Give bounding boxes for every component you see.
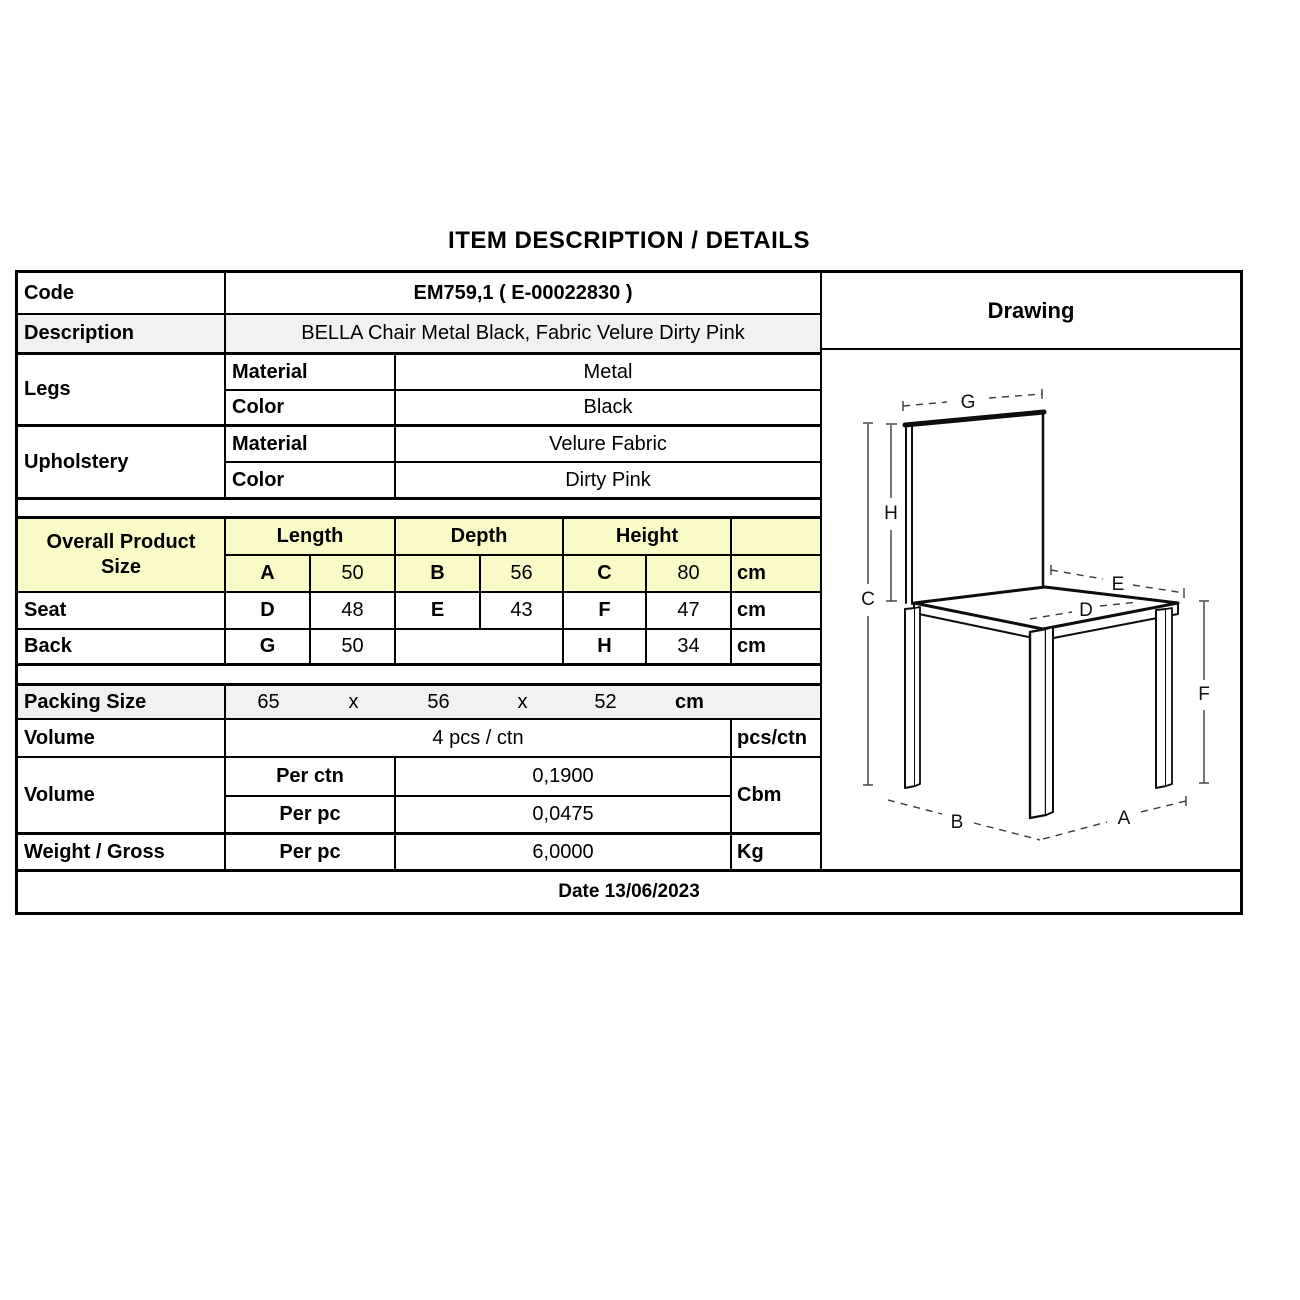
dim-d-value: 48 — [311, 593, 396, 630]
volume-cbm-unit: Cbm — [732, 758, 820, 835]
packing-unit: cm — [675, 690, 704, 713]
dim-a-value: 50 — [311, 556, 396, 593]
dim-h-value: 34 — [647, 630, 732, 666]
legs-material-label: Material — [226, 355, 396, 391]
item-details-table — [15, 270, 1243, 915]
dim-b-value: 56 — [481, 556, 564, 593]
date-text: Date 13/06/2023 — [558, 881, 700, 902]
legs-material-value: Metal — [396, 355, 820, 391]
back-empty-cell — [396, 630, 564, 666]
upholstery-color-label: Color — [226, 463, 396, 500]
packing-values — [226, 686, 820, 720]
packing-dim2: 56 — [427, 690, 450, 713]
page-title: ITEM DESCRIPTION / DETAILS — [448, 227, 810, 254]
packing-label: Packing Size — [18, 686, 226, 720]
code-value: EM759,1 ( E-00022830 ) — [226, 273, 820, 315]
label-E: E — [1111, 574, 1125, 595]
spacer-row — [18, 500, 820, 519]
height-header: Height — [564, 519, 732, 556]
dim-g-value: 50 — [311, 630, 396, 666]
packing-dim3: 52 — [594, 690, 617, 713]
weight-label: Weight / Gross — [18, 835, 226, 869]
size-header-empty-cell — [732, 519, 820, 556]
upholstery-label: Upholstery — [18, 427, 226, 500]
details-grid — [18, 273, 822, 869]
dim-a-letter: A — [226, 556, 311, 593]
per-ctn-label: Per ctn — [226, 758, 396, 797]
weight-unit: Kg — [737, 840, 764, 863]
description-label: Description — [18, 315, 226, 355]
legs-color-label: Color — [226, 391, 396, 427]
packing-x2: x — [517, 690, 528, 713]
date-row — [18, 869, 1240, 912]
label-F: F — [1198, 684, 1210, 705]
volume-cbm-label: Volume — [18, 758, 226, 835]
chair-backrest — [905, 412, 1044, 604]
dim-e-letter: E — [396, 593, 481, 630]
dim-h-letter: H — [564, 630, 647, 666]
label-A: A — [1117, 808, 1131, 829]
dim-f-letter: F — [564, 593, 647, 630]
dim-c-letter: C — [564, 556, 647, 593]
drawing-title: Drawing — [822, 273, 1240, 350]
seat-label: Seat — [18, 593, 226, 630]
volume-pcs-unit: pcs/ctn — [732, 720, 820, 758]
chair-legs — [905, 607, 1172, 818]
code-label: Code — [18, 273, 226, 315]
overall-unit: cm — [732, 556, 820, 593]
per-ctn-value: 0,1900 — [396, 758, 732, 797]
upholstery-material-label: Material — [226, 427, 396, 463]
seat-unit: cm — [732, 593, 820, 630]
per-pc-value: 0,0475 — [396, 797, 732, 835]
dim-c-value: 80 — [647, 556, 732, 593]
label-D: D — [1079, 600, 1093, 621]
dim-g-letter: G — [226, 630, 311, 666]
weight-value: 6,0000 — [396, 835, 732, 869]
chair-drawing — [822, 350, 1240, 869]
dim-f-value: 47 — [647, 593, 732, 630]
label-B: B — [950, 812, 964, 833]
chair-drawing-svg — [822, 350, 1240, 869]
legs-label: Legs — [18, 355, 226, 427]
upholstery-material-value: Velure Fabric — [396, 427, 820, 463]
dim-b-letter: B — [396, 556, 481, 593]
packing-dim1: 65 — [257, 690, 280, 713]
per-pc-label: Per pc — [226, 797, 396, 835]
back-unit: cm — [732, 630, 820, 666]
spacer-row — [18, 666, 820, 686]
volume-pcs-label: Volume — [18, 720, 226, 758]
size-section-label: Overall Product Size — [18, 519, 226, 593]
label-C: C — [861, 589, 875, 610]
dim-d-letter: D — [226, 593, 311, 630]
packing-x1: x — [348, 690, 359, 713]
description-value: BELLA Chair Metal Black, Fabric Velure Dirty Pink — [226, 315, 820, 355]
label-G: G — [960, 392, 976, 413]
dim-e-value: 43 — [481, 593, 564, 630]
weight-per-pc-label: Per pc — [226, 835, 396, 869]
volume-pcs-value: 4 pcs / ctn — [226, 720, 732, 758]
legs-color-value: Black — [396, 391, 820, 427]
back-label: Back — [18, 630, 226, 666]
drawing-panel — [822, 273, 1240, 869]
upholstery-color-value: Dirty Pink — [396, 463, 820, 500]
length-header: Length — [226, 519, 396, 556]
label-H: H — [884, 503, 898, 524]
depth-header: Depth — [396, 519, 564, 556]
